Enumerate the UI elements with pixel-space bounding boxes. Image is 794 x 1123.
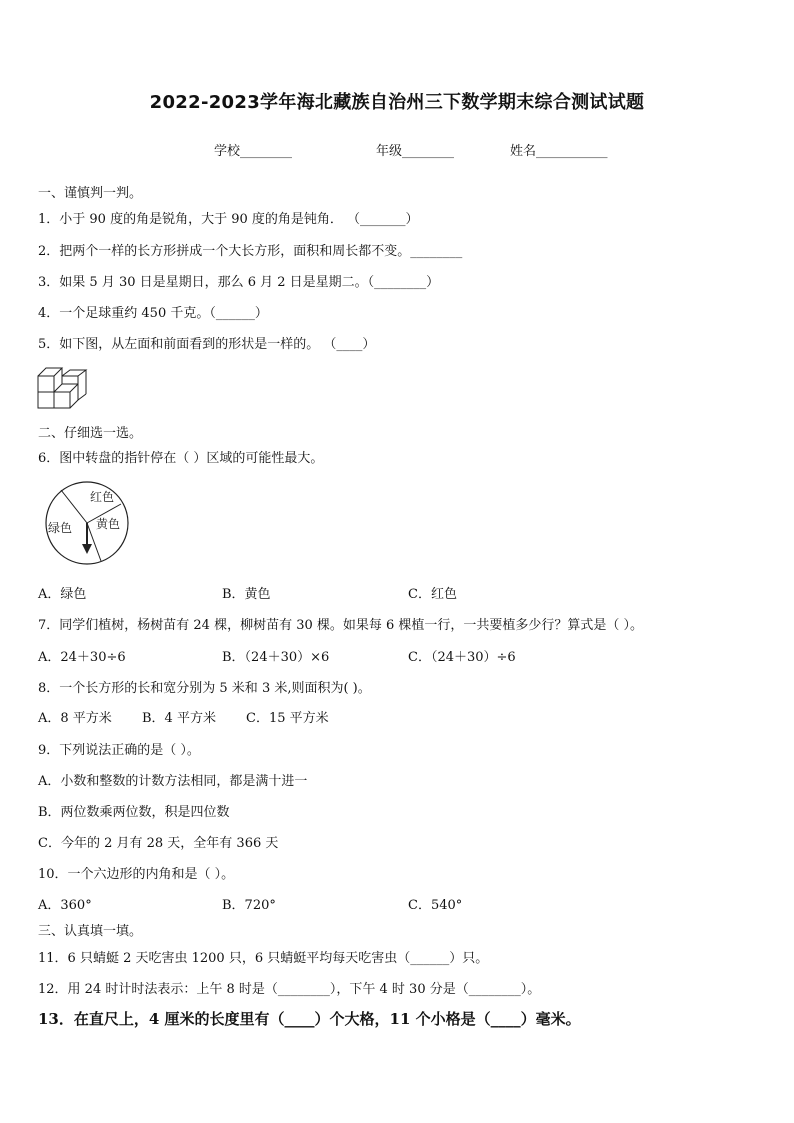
section-heading-3: 三、认真填一填。 — [38, 924, 143, 939]
q8-option-b: B．4 平方米 — [142, 711, 216, 726]
q10-option-c: C．540° — [408, 898, 463, 913]
spinner-green-label: 绿色 — [48, 521, 73, 535]
q9-option-b: B．两位数乘两位数，积是四位数 — [38, 805, 230, 820]
question-3: 3．如果 5 月 30 日是星期日，那么 6 月 2 日是星期二。（________） — [38, 275, 440, 290]
spinner-figure — [44, 480, 130, 566]
question-12: 12．用 24 时计时法表示：上午 8 时是（________），下午 4 时 30 分是（________）。 — [38, 982, 541, 997]
q7-option-b: B．（24＋30）×6 — [222, 650, 330, 665]
question-5: 5．如下图，从左面和前面看到的形状是一样的。 （____） — [38, 337, 376, 352]
school-field: 学校________ — [214, 144, 293, 159]
spinner-yellow-label: 黄色 — [96, 517, 121, 531]
question-2: 2．把两个一样的长方形拼成一个大长方形，面积和周长都不变。________ — [38, 244, 463, 259]
q6-option-a: A．绿色 — [38, 587, 87, 602]
q9-option-a: A．小数和整数的计数方法相同，都是满十进一 — [38, 774, 308, 789]
question-9: 9．下列说法正确的是（ ）。 — [38, 743, 200, 758]
question-11: 11．6 只蜻蜓 2 天吃害虫 1200 只，6 只蜻蜓平均每天吃害虫（______）只。 — [38, 951, 489, 966]
question-13: 13．在直尺上，4 厘米的长度里有（____）个大格，11 个小格是（____）毫米。 — [38, 1010, 581, 1028]
section-heading-2: 二、仔细选一选。 — [38, 426, 143, 441]
q7-option-a: A．24＋30÷6 — [38, 650, 126, 665]
cube-stack-figure — [36, 364, 88, 412]
section-heading-1: 一、谨慎判一判。 — [38, 186, 143, 201]
spinner-red-label: 红色 — [90, 490, 115, 504]
question-7: 7．同学们植树，杨树苗有 24 棵，柳树苗有 30 棵。如果每 6 棵植一行，一共要植多少行？算式是（ ）。 — [38, 618, 644, 633]
q8-option-a: A．8 平方米 — [38, 711, 112, 726]
q7-option-c: C．（24＋30）÷6 — [408, 650, 516, 665]
q8-option-c: C．15 平方米 — [246, 711, 329, 726]
q10-option-b: B．720° — [222, 898, 276, 913]
grade-field: 年级________ — [376, 144, 455, 159]
question-6: 6．图中转盘的指针停在（ ）区域的可能性最大。 — [38, 451, 324, 466]
question-4: 4．一个足球重约 450 千克。（______） — [38, 306, 268, 321]
question-1: 1．小于 90 度的角是锐角，大于 90 度的角是钝角． （_______） — [38, 212, 419, 227]
name-field: 姓名___________ — [510, 144, 608, 159]
question-8: 8．一个长方形的长和宽分别为 5 米和 3 米,则面积为( )。 — [38, 681, 371, 696]
question-10: 10．一个六边形的内角和是（ ）。 — [38, 867, 235, 882]
q6-option-b: B．黄色 — [222, 587, 271, 602]
q6-option-c: C．红色 — [408, 587, 457, 602]
q10-option-a: A．360° — [38, 898, 92, 913]
q9-option-c: C．今年的 2 月有 28 天，全年有 366 天 — [38, 836, 279, 851]
page-title: 2022-2023学年海北藏族自治州三下数学期末综合测试试题 — [149, 92, 645, 113]
